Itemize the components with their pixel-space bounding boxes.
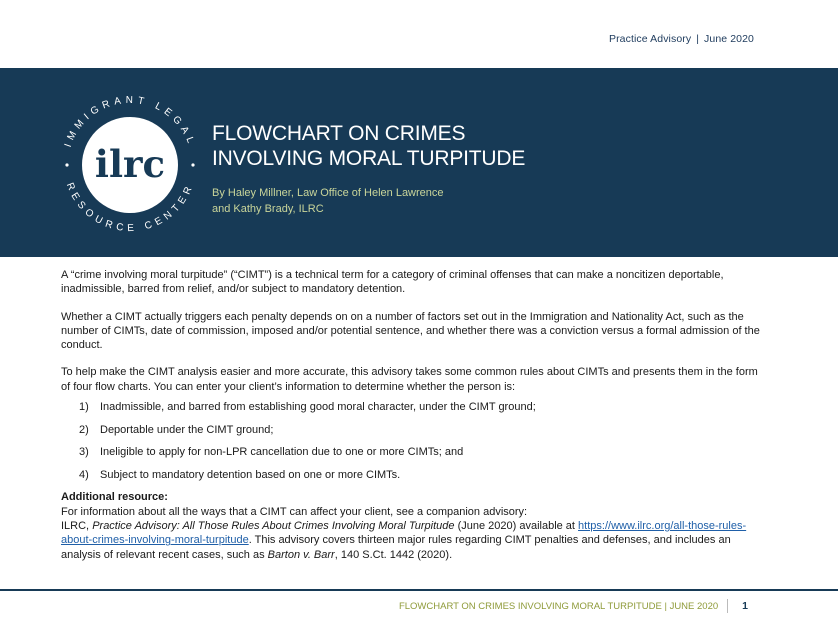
case-name: Barton v. Barr (267, 548, 335, 561)
cite-after-link: . This advisory covers thirteen major rules regarding CIMT penalties and defenses, and includes an analysis of relevant recent cases, such as (61, 534, 731, 561)
list-number: 2) (79, 423, 89, 436)
document-title (212, 121, 525, 171)
additional-resource-heading: Additional resource: (61, 491, 168, 504)
byline-line-1: By Haley Millner, Law Office of Helen Lawrence (212, 187, 444, 199)
title-line-2: INVOLVING MORAL TURPITUDE (212, 147, 526, 170)
list-item (61, 445, 761, 459)
title-line-1: FLOWCHART ON CRIMES (212, 122, 466, 145)
list-text: Subject to mandatory detention based on one or more CIMTs. (100, 468, 401, 481)
list-text: Ineligible to apply for non-LPR cancellation due to one or more CIMTs; and (100, 446, 464, 459)
case-cite: , 140 S.Ct. 1442 (2020). (334, 548, 453, 561)
doc-type: Practice Advisory (608, 33, 692, 45)
outcomes-list (61, 400, 761, 482)
doc-date: June 2020 (704, 33, 754, 45)
cite-mid: (June 2020) available at (454, 520, 579, 533)
svg-text:IMMIGRANT LEGAL: IMMIGRANT LEGAL (62, 94, 198, 149)
document-header-meta (609, 33, 754, 45)
intro-paragraph: A “crime involving moral turpitude” (“CIMT”) is a technical term for a category of criminal offenses that can make a noncitizen deportable, inadmissible, barred from relief, and/or subject to mandatory detention. (61, 269, 724, 296)
svg-text:RESOURCE CENTER: RESOURCE CENTER (63, 181, 197, 235)
ilrc-logo-icon (50, 85, 210, 245)
purpose-paragraph: To help make the CIMT analysis easier and more accurate, this advisory takes some common rules about CIMTs and presents them in the form of four flow charts. You can enter your client’s information to determine whether the person is: (61, 366, 758, 393)
header-separator: | (696, 33, 700, 45)
list-item (61, 400, 761, 414)
page-footer (399, 599, 748, 613)
additional-resource-citation (61, 519, 761, 562)
list-number: 4) (79, 468, 89, 481)
byline-line-2: and Kathy Brady, ILRC (212, 203, 324, 215)
list-item (61, 468, 761, 482)
list-number: 1) (79, 401, 89, 414)
list-text: Inadmissible, and barred from establishing good moral character, under the CIMT ground; (100, 401, 536, 414)
page-number: 1 (742, 600, 748, 612)
list-text: Deportable under the CIMT ground; (100, 423, 274, 436)
list-item (61, 423, 761, 437)
document-body (61, 268, 761, 562)
footer-running-title: FLOWCHART ON CRIMES INVOLVING MORAL TURPITUDE | JUNE 2020 (398, 600, 719, 612)
cite-prefix: ILRC, (61, 520, 93, 533)
footer-rule (0, 589, 838, 591)
cite-title: Practice Advisory: All Those Rules About Crimes Involving Moral Turpitude (92, 520, 455, 533)
authors-byline (212, 185, 444, 217)
footer-divider (727, 599, 728, 613)
factors-paragraph: Whether a CIMT actually triggers each penalty depends on on a number of factors set out in the Immigration and Nationality Act, such as the number of CIMTs, date of commission, imposed and/or potential sentence, and whether there was a conviction versus a formal admission of the conduct. (61, 310, 760, 352)
companion-advisory-link[interactable]: https://www.ilrc.org/all-those-rules-about-crimes-involving-moral-turpitude (61, 520, 747, 547)
svg-text:ilrc: ilrc (94, 142, 166, 186)
list-number: 3) (79, 446, 89, 459)
additional-resource-intro: For information about all the ways that a CIMT can affect your client, see a companion advisory: (61, 505, 528, 518)
